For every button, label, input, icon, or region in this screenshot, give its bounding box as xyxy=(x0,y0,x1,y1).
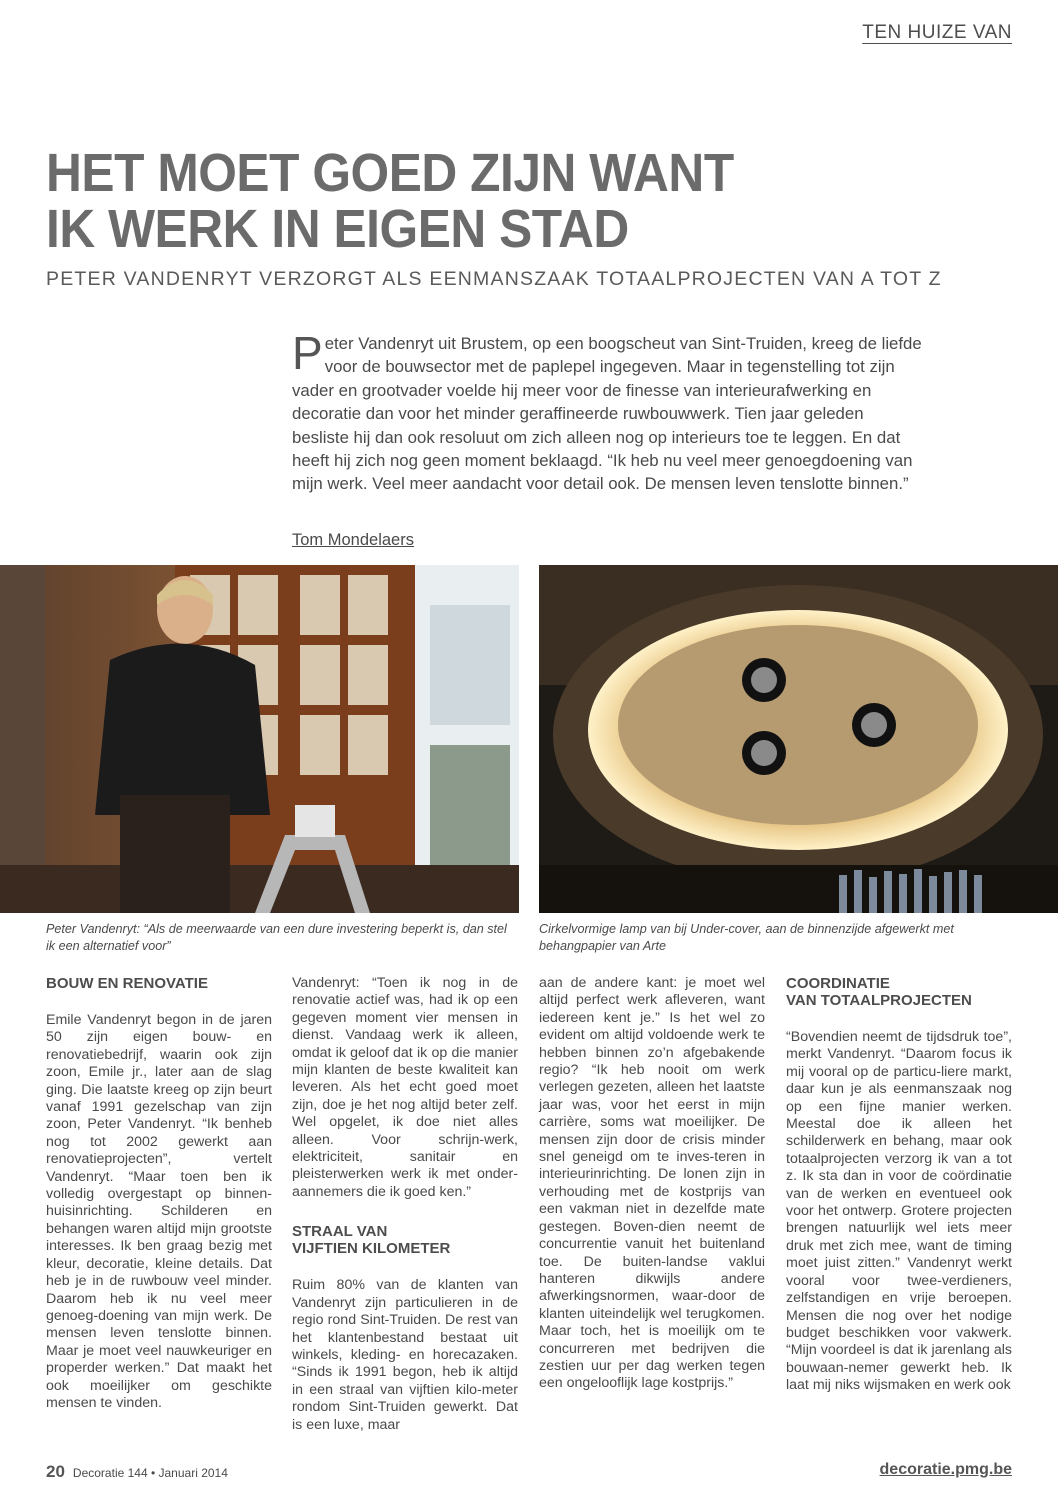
photo-caption-2: Cirkelvormige lamp van bij Under-cover, aan de binnenzijde afgewerkt met behangpapier van Arte xyxy=(539,922,954,953)
portrait-photo xyxy=(0,565,519,913)
article-column-1 xyxy=(46,975,272,1412)
intro-paragraph xyxy=(292,327,924,496)
section-heading-coordinatie xyxy=(786,975,1012,1009)
column-2-text-1: Vandenryt: “Toen ik nog in de renovatie actief was, had ik op een gegeven moment vier mensen in dienst. Vandaag werk ik alleen, omdat ik geloof dat ik op die manier mijn klanten de beste kwaliteit kan leveren. Als het echt goed moet zijn, doe je het nog altijd beter zelf. Wel opgelet, ik doe niet alles alleen. Voor schrijn-werk, elektriciteit, sanitair en pleisterwerken werk ik met onder-aannemers die ik goed ken.” xyxy=(292,975,518,1200)
drop-cap: P xyxy=(292,327,323,379)
ceiling-lamp-photo xyxy=(539,565,1058,913)
byline: Tom Mondelaers xyxy=(292,531,414,549)
website-link[interactable]: decoratie.pmg.be xyxy=(879,1461,1012,1478)
page-footer xyxy=(46,1462,228,1482)
intro-text: eter Vandenryt uit Brustem, op een boogscheut van Sint-Truiden, kreeg de liefde voor de bouwsector met de paplepel ingegeven. Maar in tegenstelling tot zijn vader en grootvader voelde hij meer voor de finesse van interieurafwerking en decoratie dan voor het minder geraffineerde ruwbouwwerk. Tien jaar geleden besliste hij dan ook resoluut om zich alleen nog op interieurs toe te leggen. En dat heeft hij zich nog geen moment beklaagd. “Ik heb nu veel meer genoegdoening van mijn werk. Veel meer aandacht voor detail ook. De mensen leven tenslotte binnen.” xyxy=(292,334,922,494)
headline-line-1: HET MOET GOED ZIJN WANT xyxy=(46,143,734,203)
ceiling-lamp-photo-image xyxy=(539,565,1058,913)
section-heading-straal-van-vijftien-kilometer xyxy=(292,1223,518,1257)
article-column-4 xyxy=(786,975,1012,1395)
article-column-2 xyxy=(292,975,518,1434)
column-1-text: Emile Vandenryt begon in de jaren 50 zijn eigen bouw- en renovatiebedrijf, waarin ook zijn zoon, Emile jr., later aan de slag ging. Die laatste kreeg op zijn beurt vanaf 1991 gezelschap van zijn zoon, Peter Vandenryt. “Ik benheb nog tot 2002 gewerkt aan renovatieprojecten”, vertelt Vandenryt. “Maar toen ben ik volledig overgestapt op binnen-huisinrichting. Schilderen en behangen waren altijd mijn grootste interesses. Ik ben graag bezig met kleur, decoratie, kleine details. Dat heb je in de ruwbouw veel minder. Daarom heb ik nu veel meer genoeg-doening van mijn werk. De mensen leven tenslotte binnen. Maar je moet veel nauwkeuriger en properder werken.” Dat maakt het ook moeilijker om geschikte mensen te vinden. xyxy=(46,1012,272,1411)
heading-line-2: VAN TOTAALPROJECTEN xyxy=(786,992,972,1009)
heading-line-1: STRAAL VAN xyxy=(292,1223,388,1241)
section-tag: TEN HUIZE VAN xyxy=(862,22,1012,43)
headline-line-2: IK WERK IN EIGEN STAD xyxy=(46,199,629,259)
heading-line-2: VIJFTIEN KILOMETER xyxy=(292,1240,451,1258)
page-number: 20 xyxy=(46,1462,65,1481)
headline xyxy=(46,145,874,257)
article-column-3 xyxy=(539,975,765,1393)
subtitle: PETER VANDENRYT VERZORGT ALS EENMANSZAAK TOTAALPROJECTEN VAN A TOT Z xyxy=(46,268,942,290)
heading-line-1: COORDINATIE xyxy=(786,975,890,992)
column-3-text: aan de andere kant: je moet wel altijd perfect werk afleveren, want iedereen kent je.” Is het wel zo evident om altijd voldoende werk te hebben binnen zo’n afgebakende regio? “Ik heb nooit om werk verlegen gezeten, alleen het laatste jaar was, voor het eerst in mijn carrière, soms wat moeilijker. De mensen zijn door de crisis minder snel geneigd om te inves-teren in interieurinrichting. De lonen zijn in verhouding met de kostprijs van een vakman niet in dezelfde mate gestegen. Boven-dien neemt de concurrentie vanuit het buitenland toe. De buiten-landse vaklui hanteren dikwijls andere afwerkingsnormen, waar-door de klanten uiteindelijk wel terugkomen. Maar toch, het is moeilijk om te concurreren met bedrijven die zestien uur per dag werken tegen een ongelooflijk lage kostprijs.” xyxy=(539,975,765,1392)
magazine-issue: Decoratie 144 • Januari 2014 xyxy=(72,1466,228,1480)
portrait-photo-image xyxy=(0,565,519,913)
column-4-text: “Bovendien neemt de tijdsdruk toe”, merkt Vandenryt. “Daarom focus ik mij vooral op de particu-liere markt, daar kun je als eenmanszaak nog op een fijne manier werken. Meestal doe ik alleen het schilderwerk en behang, maar ook totaalprojecten verzorg ik van a tot z. Ik sta dan in voor de coördinatie van de werken en eventueel ook voor het ontwerp. Grotere projecten brengen natuurlijk wel iets meer druk met zich mee, want de timing moet juist zitten.” Vandenryt werkt vooral voor twee-verdieners, zelfstandigen en vrije beroepen. Mensen die nog over het nodige budget beschikken voor vakwerk. “Mijn voordeel is dat ik jarenlang als bouwaan-nemer gewerkt heb. Ik laat mij niks wijsmaken en werk ook xyxy=(786,1029,1012,1394)
section-heading-bouw-en-renovatie: BOUW EN RENOVATIE xyxy=(46,975,208,992)
column-2-text-2: Ruim 80% van de klanten van Vandenryt zijn particulieren in de regio rond Sint-Truiden. De rest van het klantenbestand bestaat uit winkels, kleding- en horecazaken. “Sinds ik 1991 begon, heb ik altijd in een straal van vijftien kilo-meter rondom Sint-Truiden gewerkt. Dat is een luxe, maar xyxy=(292,1277,518,1433)
photo-caption-1: Peter Vandenryt: “Als de meerwaarde van een dure investering beperkt is, dan stel ik een alternatief voor” xyxy=(46,922,507,953)
